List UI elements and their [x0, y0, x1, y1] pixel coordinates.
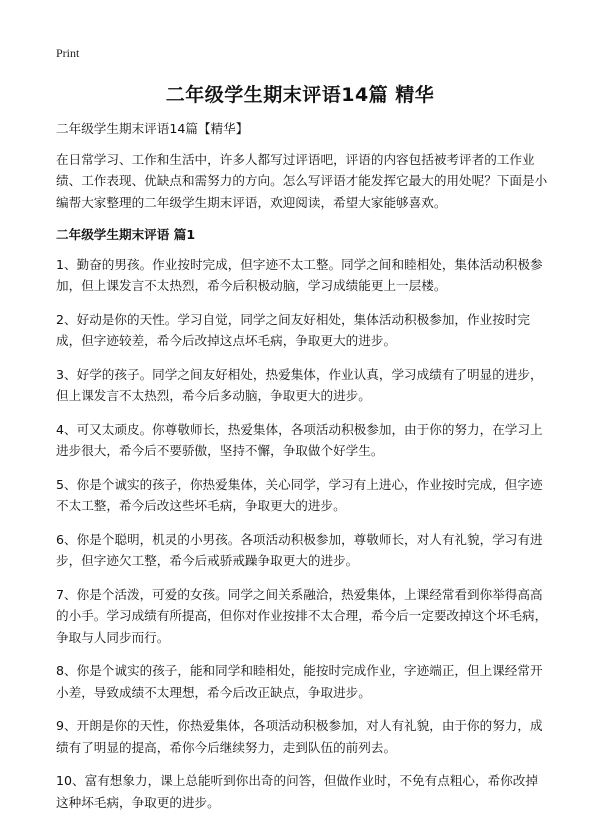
comment-item-8: 8、你是个诚实的孩子，能和同学和睦相处，能按时完成作业，字迹端正，但上课经常开小差，导致成绩不太理想，希今后改正缺点，争取进步。: [56, 663, 543, 700]
article-subtitle: 二年级学生期末评语14篇【精华】: [56, 121, 249, 136]
article-body: [56, 118, 548, 825]
section-heading: 二年级学生期末评语 篇1: [56, 227, 196, 242]
intro-paragraph: 在日常学习、工作和生活中，许多人都写过评语吧，评语的内容包括被考评者的工作业绩、工作表现、优缺点和需努力的方向。怎么写评语才能发挥它最大的用处呢？下面是小编帮大家整理的二年级学生期末评语，欢迎阅读，希望大家能够喜欢。: [56, 151, 548, 210]
comment-item-3: 3、好学的孩子。同学之间友好相处，热爱集体，作业认真，学习成绩有了明显的进步，但上课发言不太热烈，希今后多动脑，争取更大的进步。: [56, 366, 543, 403]
comment-item-4: 4、可又太顽皮。你尊敬师长，热爱集体，各项活动积极参加，由于你的努力，在学习上进步很大，希今后不要骄傲，坚持不懈，争取做个好学生。: [56, 421, 543, 458]
print-link[interactable]: Print: [56, 46, 80, 60]
comment-item-5: 5、你是个诚实的孩子，你热爱集体，关心同学，学习有上进心，作业按时完成，但字迹不太工整，希今后改这些坏毛病，争取更大的进步。: [56, 476, 543, 513]
comment-item-1: 1、勤奋的男孩。作业按时完成，但字迹不太工整。同学之间和睦相处，集体活动积极参加，但上课发言不太热烈，希今后积极动脑，学习成绩能更上一层楼。: [56, 256, 543, 293]
comment-item-9: 9、开朗是你的天性，你热爱集体，各项活动积极参加，对人有礼貌，由于你的努力，成绩有了明显的提高，希你今后继续努力，走到队伍的前列去。: [56, 718, 543, 755]
page-title: 二年级学生期末评语14篇 精华: [165, 84, 435, 106]
comment-item-6: 6、你是个聪明，机灵的小男孩。各项活动积极参加，尊敬师长，对人有礼貌，学习有进步，但字迹欠工整，希今后戒骄戒躁争取更大的进步。: [56, 531, 543, 568]
comment-item-10: 10、富有想象力，课上总能听到你出奇的问答，但做作业时，不免有点粗心，希你改掉这种坏毛病，争取更的进步。: [56, 773, 538, 810]
comment-item-7: 7、你是个活泼，可爱的女孩。同学之间关系融洽，热爱集体，上课经常看到你举得高高的小手。学习成绩有所提高，但你对作业按排不太合理，希今后一定要改掉这个坏毛病，争取与人同步而行。: [56, 586, 548, 645]
comment-item-2: 2、好动是你的天性。学习自觉，同学之间友好相处，集体活动积极参加，作业按时完成，但字迹较差，希今后改掉这点坏毛病，争取更大的进步。: [56, 311, 530, 348]
